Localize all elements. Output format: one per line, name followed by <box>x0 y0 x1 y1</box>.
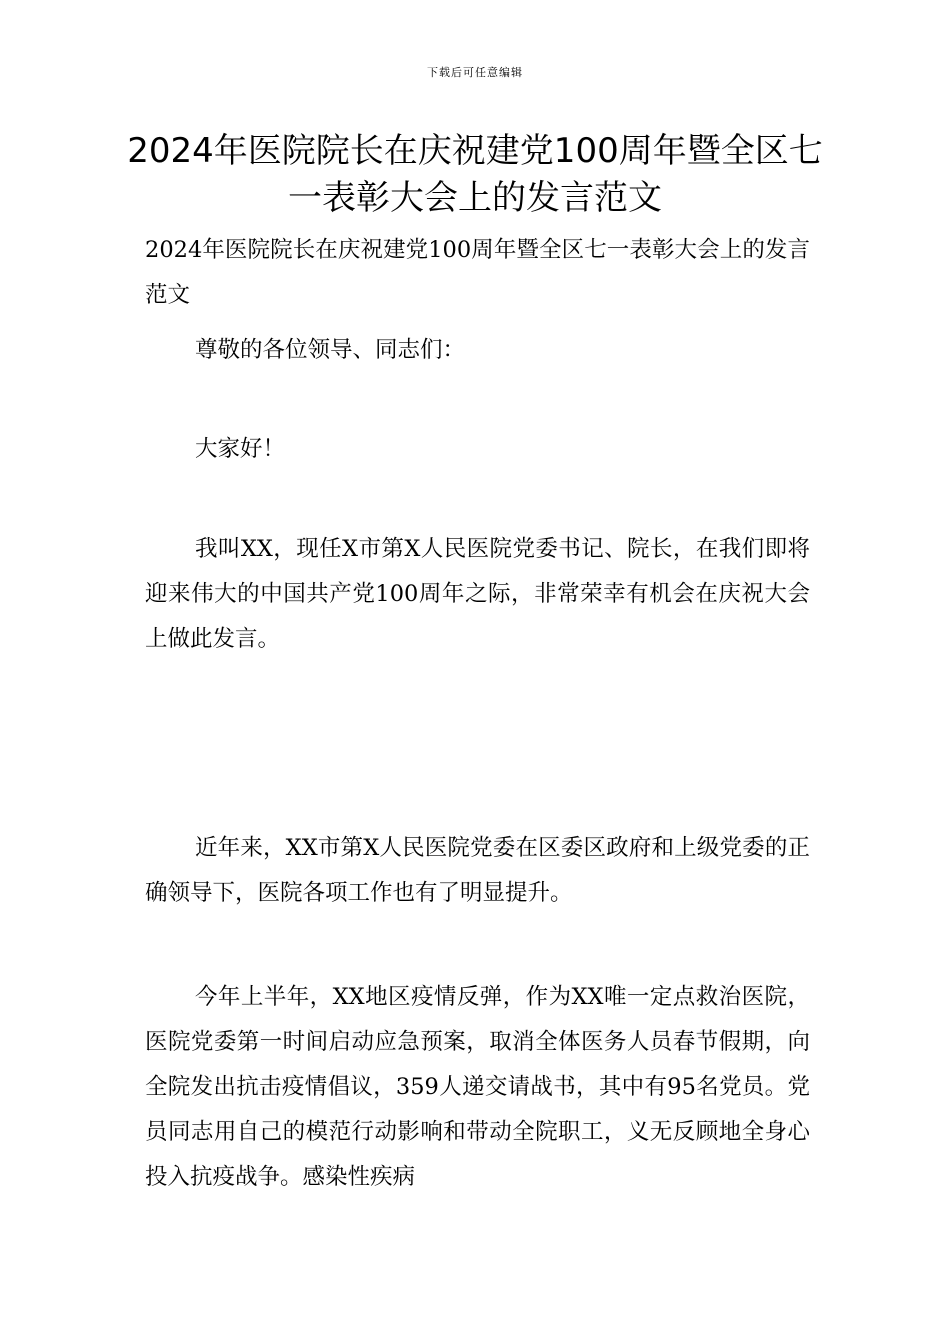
salutation-paragraph: 尊敬的各位领导、同志们： <box>195 337 466 363</box>
greeting-paragraph: 大家好！ <box>195 436 286 462</box>
header-note: 下载后可任意编辑 <box>427 66 523 79</box>
introduction-paragraph: 我叫XX，现任X市第X人民医院党委书记、院长，在我们即将迎来伟大的中国共产党100周年之际，非常荣幸有机会在庆祝大会上做此发言。 <box>145 536 810 652</box>
document-title: 2024年医院院长在庆祝建党100周年暨全区七一表彰大会上的发言范文 <box>127 131 823 218</box>
recent-years-paragraph: 近年来，XX市第X人民医院党委在区委区政府和上级党委的正确领导下，医院各项工作也有了明显提升。 <box>145 835 810 906</box>
document-subtitle: 2024年医院院长在庆祝建党100周年暨全区七一表彰大会上的发言范文 <box>145 237 810 308</box>
epidemic-response-paragraph: 今年上半年，XX地区疫情反弹，作为XX唯一定点救治医院，医院党委第一时间启动应急预案，取消全体医务人员春节假期，向全院发出抗击疫情倡议，359人递交请战书，其中有95名党员。党员同志用自己的模范行动影响和带动全院职工，义无反顾地全身心投入抗疫战争。感染性疾病 <box>145 984 810 1190</box>
